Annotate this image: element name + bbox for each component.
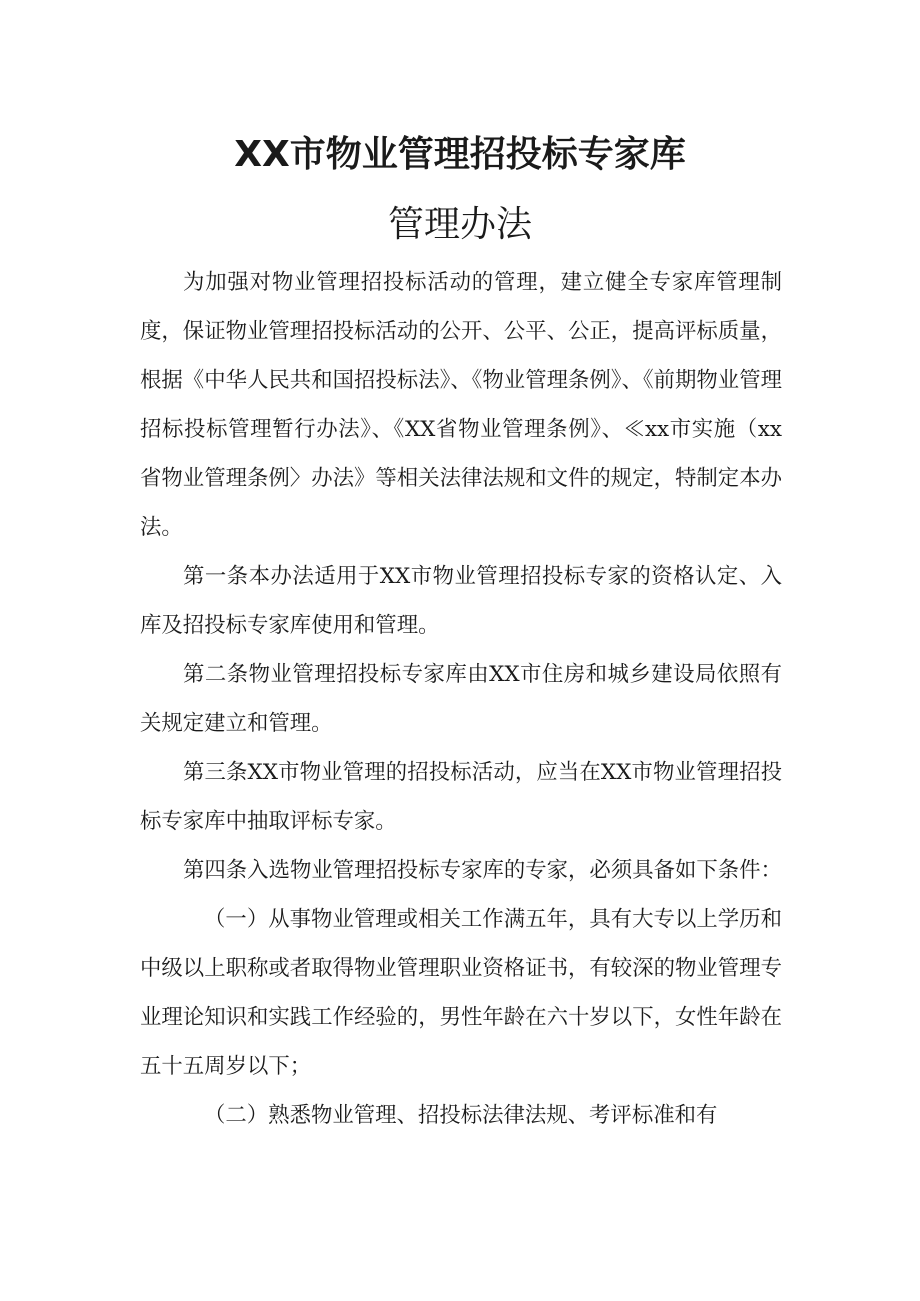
condition-item-2: （二）熟悉物业管理、招投标法律法规、考评标准和有	[204, 1103, 718, 1128]
document-subtitle: 管理办法	[387, 204, 532, 245]
preamble-paragraph: 为加强对物业管理招投标活动的管理，建立健全专家库管理制度，保证物业管理招投标活动的公开、公平、公正，提高评标质量，根据《中华人民共和国招投标法》、《物业管理条例》、《前期物业管理招标投标管理暂行办法》、《XX省物业管理条例》、≪xx市实施（xx省物业管理条例〉办法》等相关法律法规和文件的规定，特制定本办法。	[140, 270, 782, 540]
document-body	[140, 258, 782, 1140]
document-title: XX市物业管理招投标专家库	[234, 134, 686, 175]
condition-item-1: （一）从事物业管理或相关工作满五年，具有大专以上学历和中级以上职称或者取得物业管理职业资格证书，有较深的物业管理专业理论知识和实践工作经验的，男性年龄在六十岁以下，女性年龄在五十五周岁以下；	[140, 907, 782, 1079]
article-2-paragraph: 第二条物业管理招投标专家库由XX市住房和城乡建设局依照有关规定建立和管理。	[140, 662, 782, 736]
article-3-paragraph: 第三条XX市物业管理的招投标活动，应当在XX市物业管理招投标专家库中抽取评标专家。	[140, 760, 782, 834]
article-1-paragraph: 第一条本办法适用于XX市物业管理招投标专家的资格认定、入库及招投标专家库使用和管理。	[140, 564, 782, 638]
article-4-paragraph: 第四条入选物业管理招投标专家库的专家，必须具备如下条件：	[183, 858, 782, 883]
